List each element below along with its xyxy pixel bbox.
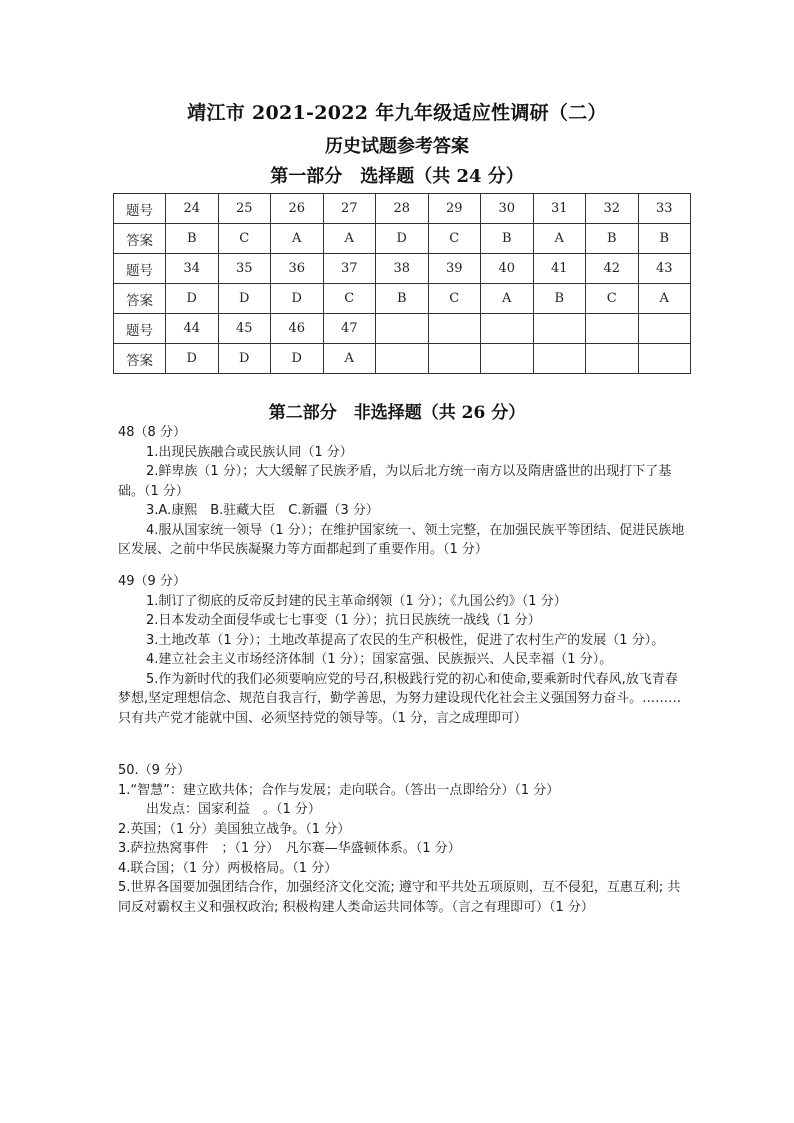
table-cell: 34: [166, 254, 219, 284]
table-cell: B: [481, 224, 534, 254]
table-cell: D: [271, 344, 324, 374]
table-cell: 46: [271, 314, 324, 344]
table-cell: C: [586, 284, 639, 314]
table-cell: 24: [166, 194, 219, 224]
table-cell: B: [586, 224, 639, 254]
answer-key-title: 历史试题参考答案: [325, 136, 469, 157]
table-cell: A: [323, 344, 376, 374]
q49-answer-5: 5.作为新时代的我们必须要响应党的号召,积极践行党的初心和使命,要乘新时代春风,放飞青春梦想,坚定理想信念、规范自我言行，勤学善思，为努力建设现代化社会主义强国努力奋斗。………只有共产党才能就中国、必须坚持党的领导等。（1 分，言之成理即可）: [118, 671, 682, 726]
table-cell: B: [376, 284, 429, 314]
table-cell: 26: [271, 194, 324, 224]
q49-answer-1: 1.制订了彻底的反帝反封建的民主革命纲领（1 分）；《九国公约》（1 分）: [146, 593, 567, 609]
table-cell: D: [271, 284, 324, 314]
q49-answer-2: 2.日本发动全面侵华或七七事变（1 分）；抗日民族统一战线（1 分）: [146, 613, 541, 628]
part2-title: 第二部分 非选择题（共 26 分）: [268, 403, 526, 423]
table-cell: C: [428, 224, 481, 254]
answer-table: [113, 193, 691, 374]
table-cell: A: [638, 284, 691, 314]
part1-title: 第一部分 选择题（共 24 分）: [270, 166, 524, 187]
q50-answer-3: 3.萨拉热窝事件 ；（1 分） 凡尔赛—华盛顿体系。（1 分）: [118, 841, 461, 856]
table-cell: 47: [323, 314, 376, 344]
table-cell: B: [638, 224, 691, 254]
table-cell: [586, 344, 639, 374]
table-cell: 29: [428, 194, 481, 224]
table-row: [114, 314, 691, 344]
table-cell: 27: [323, 194, 376, 224]
table-cell: B: [533, 284, 586, 314]
table-cell: 37: [323, 254, 376, 284]
table-cell: D: [218, 344, 271, 374]
table-cell: [428, 344, 481, 374]
row-header-cell: 答案: [114, 344, 166, 374]
table-cell: 44: [166, 314, 219, 344]
table-cell: D: [376, 224, 429, 254]
table-cell: [376, 314, 429, 344]
table-cell: 45: [218, 314, 271, 344]
q50-answer-1: 1.“智慧”：建立欧共体；合作与发展；走向联合。（答出一点即给分）（1 分）: [118, 782, 560, 798]
table-cell: 40: [481, 254, 534, 284]
table-cell: 30: [481, 194, 534, 224]
q48-answer-1: 1.出现民族融合或民族认同（1 分）: [146, 444, 353, 460]
table-cell: 38: [376, 254, 429, 284]
row-header-cell: 题号: [114, 314, 166, 344]
q50-heading: 50.（9 分）: [118, 763, 191, 778]
table-row: [114, 254, 691, 284]
table-cell: [638, 344, 691, 374]
table-cell: 25: [218, 194, 271, 224]
row-header-cell: 答案: [114, 284, 166, 314]
q48-answer-4: 4.服从国家统一领导（1 分）；在维护国家统一、领土完整，在加强民族平等团结、促进民族地区发展、之前中华民族凝聚力等方面都起到了重要作用。（1 分）: [118, 522, 685, 557]
table-row: [114, 344, 691, 374]
q48-answer-3: 3.A.康熙 B.驻藏大臣 C.新疆（3 分）: [146, 503, 379, 518]
q50-answer-4: 4.联合国；（1 分）两极格局。（1 分）: [118, 860, 338, 876]
table-cell: 43: [638, 254, 691, 284]
q49-answer-4: 4.建立社会主义市场经济体制（1 分）；国家富强、民族振兴、人民幸福（1 分）。: [146, 652, 613, 667]
q49-answer-3: 3.土地改革（1 分）；土地改革提高了农民的生产积极性，促进了农村生产的发展（1 分）。: [146, 632, 665, 648]
q50-answer-1-starting-point: 出发点：国家利益 。（1 分）: [146, 802, 321, 817]
table-cell: D: [166, 284, 219, 314]
table-cell: A: [533, 224, 586, 254]
table-cell: A: [271, 224, 324, 254]
table-cell: A: [323, 224, 376, 254]
table-cell: C: [323, 284, 376, 314]
q48-heading: 48（8 分）: [118, 425, 186, 440]
table-cell: 39: [428, 254, 481, 284]
table-cell: [376, 344, 429, 374]
row-header-cell: 题号: [114, 254, 166, 284]
table-cell: D: [218, 284, 271, 314]
table-cell: 41: [533, 254, 586, 284]
q48-answer-2: 2.鲜卑族（1 分）；大大缓解了民族矛盾，为以后北方统一南方以及隋唐盛世的出现打下了基础。（1 分）: [118, 464, 672, 499]
table-cell: 36: [271, 254, 324, 284]
table-cell: 32: [586, 194, 639, 224]
table-cell: [481, 344, 534, 374]
table-cell: C: [218, 224, 271, 254]
table-row: [114, 224, 691, 254]
table-cell: 33: [638, 194, 691, 224]
table-cell: C: [428, 284, 481, 314]
table-cell: A: [481, 284, 534, 314]
table-cell: 28: [376, 194, 429, 224]
table-cell: B: [166, 224, 219, 254]
row-header-cell: 答案: [114, 224, 166, 254]
table-cell: 42: [586, 254, 639, 284]
table-cell: [533, 344, 586, 374]
table-cell: [533, 314, 586, 344]
exam-title: 靖江市 2021-2022 年九年级适应性调研（二）: [187, 102, 607, 124]
question-48-answers: [118, 423, 688, 560]
question-50-answers: [118, 761, 688, 917]
table-cell: 35: [218, 254, 271, 284]
table-row: [114, 194, 691, 224]
table-cell: D: [166, 344, 219, 374]
table-row: [114, 284, 691, 314]
question-49-answers: [118, 572, 688, 728]
table-cell: [638, 314, 691, 344]
q49-heading: 49（9 分）: [118, 574, 186, 589]
q50-answer-2: 2.英国；（1 分）美国独立战争。（1 分）: [118, 821, 351, 837]
table-cell: 31: [533, 194, 586, 224]
row-header-cell: 题号: [114, 194, 166, 224]
table-cell: [481, 314, 534, 344]
q50-answer-5: 5.世界各国要加强团结合作，加强经济文化交流; 遵守和平共处五项原则，互不侵犯，互惠互利; 共同反对霸权主义和强权政治; 积极构建人类命运共同体等。（言之有理即可）（1 分）: [118, 880, 681, 915]
table-cell: [586, 314, 639, 344]
answer-table-body: [114, 194, 691, 374]
table-cell: [428, 314, 481, 344]
